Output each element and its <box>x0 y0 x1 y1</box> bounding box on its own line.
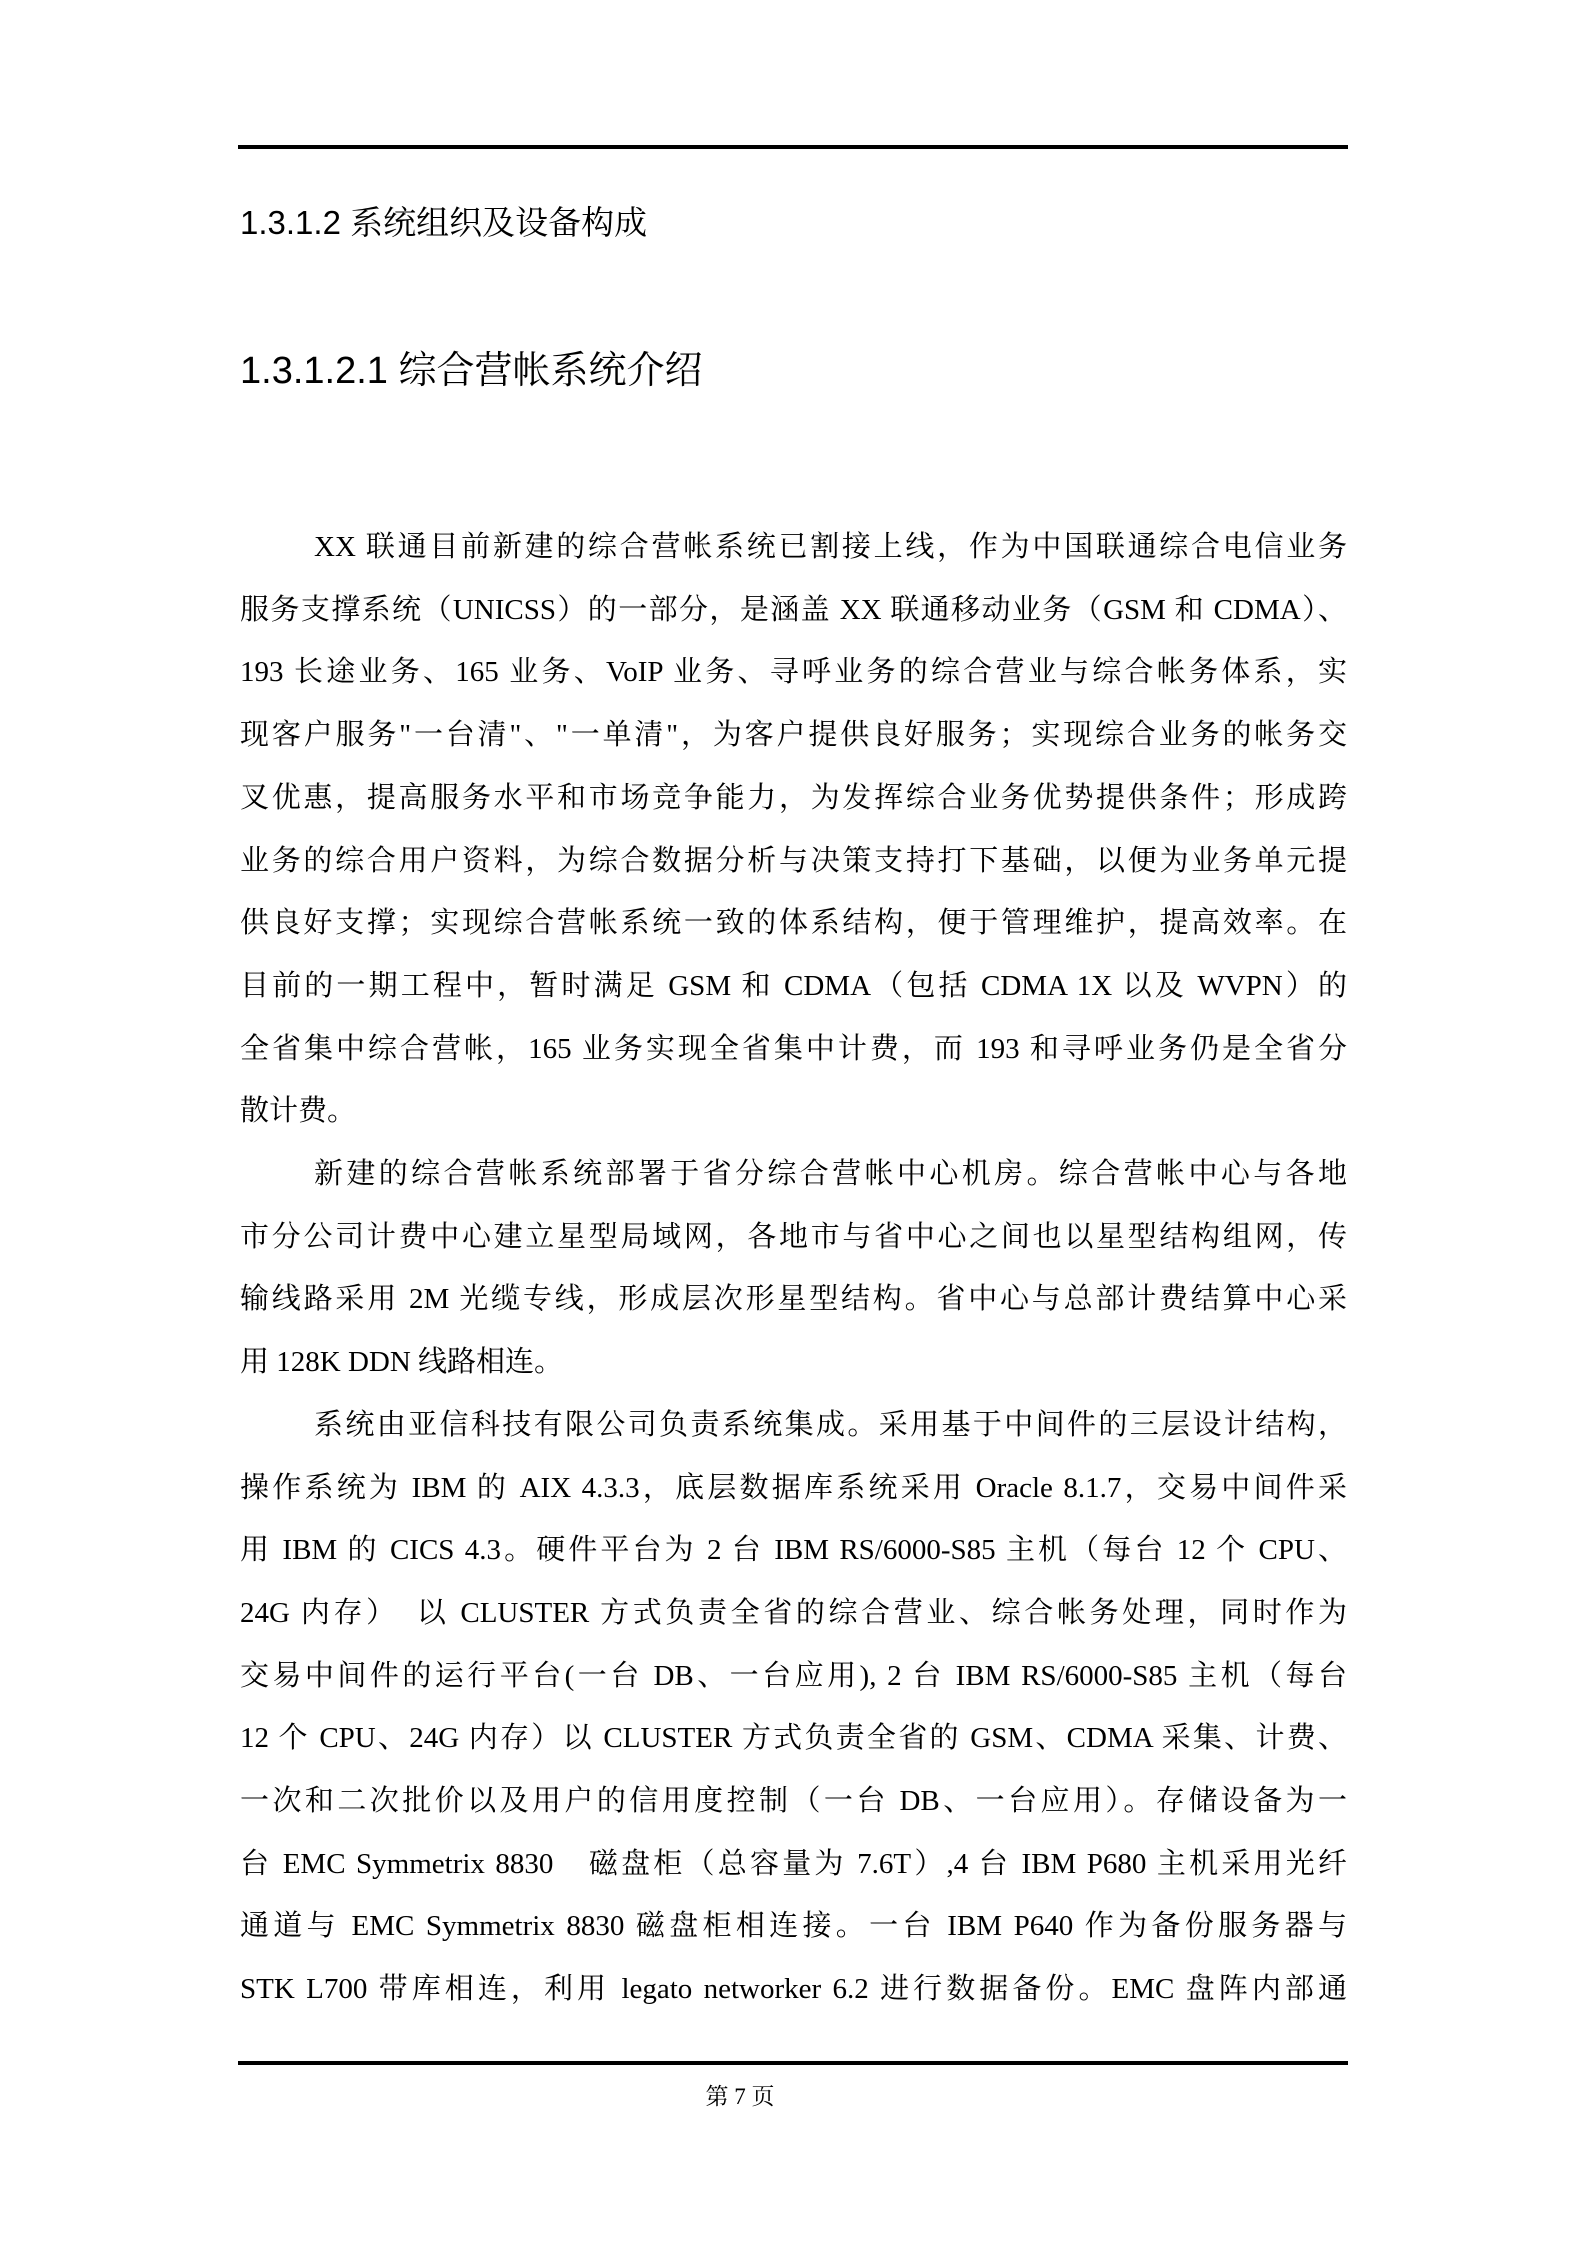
text-line: 用 128K DDN 线路相连。 <box>240 1346 564 1379</box>
footer-divider <box>238 2061 1348 2065</box>
paragraph <box>240 516 1347 1143</box>
text-line: 通道与 EMC Symmetrix 8830 磁盘柜相连接。一台 IBM P640 作为备份服务器与 <box>240 1910 1347 1943</box>
section-heading: 1.3.1.2 系统组织及设备构成 <box>240 204 648 241</box>
text-line: 193 长途业务、165 业务、VoIP 业务、寻呼业务的综合营业与综合帐务体系，实 <box>240 656 1347 689</box>
text-line: XX 联通目前新建的综合营帐系统已割接上线，作为中国联通综合电信业务 <box>314 531 1347 563</box>
text-line: 台 EMC Symmetrix 8830 磁盘柜（总容量为 7.6T）,4 台 IBM P680 主机采用光纤 <box>240 1847 1347 1880</box>
text-line: 新建的综合营帐系统部署于省分综合营帐中心机房。综合营帐中心与各地 <box>314 1158 1347 1191</box>
text-line: 系统由亚信科技有限公司负责系统集成。采用基于中间件的三层设计结构， <box>314 1408 1347 1441</box>
text-line: 服务支撑系统（UNICSS）的一部分，是涵盖 XX 联通移动业务（GSM 和 CDMA）、 <box>240 593 1347 626</box>
text-line: STK L700 带库相连，利用 legato networker 6.2 进行数据备份。EMC 盘阵内部通 <box>240 1973 1347 2006</box>
text-line: 一次和二次批价以及用户的信用度控制（一台 DB、一台应用）。存储设备为一 <box>240 1785 1347 1818</box>
text-line: 用 IBM 的 CICS 4.3。硬件平台为 2 台 IBM RS/6000-S85 主机（每台 12 个 CPU、 <box>240 1534 1347 1567</box>
body-text <box>240 516 1347 2021</box>
text-line: 交易中间件的运行平台(一台 DB、一台应用), 2 台 IBM RS/6000-S85 主机（每台 <box>240 1659 1347 1692</box>
text-line: 全省集中综合营帐，165 业务实现全省集中计费，而 193 和寻呼业务仍是全省分 <box>240 1032 1347 1065</box>
footer <box>240 2082 1240 2112</box>
paragraph <box>240 1394 1347 2021</box>
text-line: 业务的综合用户资料，为综合数据分析与决策支持打下基础，以便为业务单元提 <box>240 844 1347 877</box>
subsection-heading: 1.3.1.2.1 综合营帐系统介绍 <box>240 350 703 392</box>
text-line: 24G 内存） 以 CLUSTER 方式负责全省的综合营业、综合帐务处理，同时作为 <box>240 1596 1347 1629</box>
text-line: 散计费。 <box>240 1095 357 1128</box>
header-divider <box>238 145 1348 149</box>
text-line: 操作系统为 IBM 的 AIX 4.3.3，底层数据库系统采用 Oracle 8.1.7，交易中间件采 <box>240 1471 1347 1504</box>
text-line: 叉优惠，提高服务水平和市场竞争能力，为发挥综合业务优势提供条件；形成跨 <box>240 781 1347 814</box>
text-line: 输线路采用 2M 光缆专线，形成层次形星型结构。省中心与总部计费结算中心采 <box>240 1283 1347 1316</box>
text-line: 现客户服务"一台清"、"一单清"，为客户提供良好服务；实现综合业务的帐务交 <box>240 719 1347 752</box>
page-number: 第 7 页 <box>705 2084 775 2109</box>
text-line: 12 个 CPU、24G 内存）以 CLUSTER 方式负责全省的 GSM、CDMA 采集、计费、 <box>240 1722 1347 1755</box>
text-line: 供良好支撑；实现综合营帐系统一致的体系结构，便于管理维护，提高效率。在 <box>240 907 1347 940</box>
text-line: 市分公司计费中心建立星型局域网，各地市与省中心之间也以星型结构组网，传 <box>240 1220 1347 1253</box>
text-line: 目前的一期工程中，暂时满足 GSM 和 CDMA（包括 CDMA 1X 以及 WVPN）的 <box>240 969 1347 1002</box>
paragraph <box>240 1143 1347 1394</box>
